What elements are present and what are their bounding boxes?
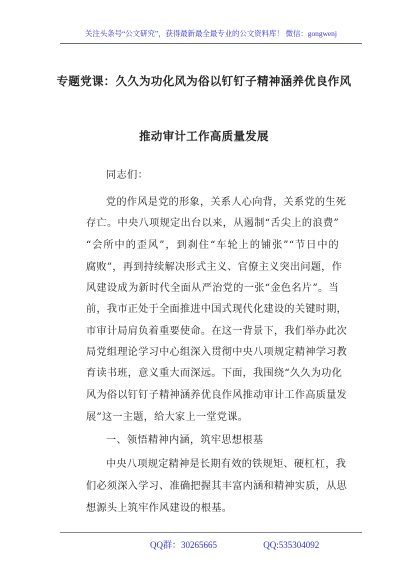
paragraph-line: 党的作风是党的形象，关系人心向背，关系党的生死 (106, 197, 347, 208)
footer-qq-group: QQ群：30265665 (150, 540, 217, 550)
salutation: 同志们： (106, 170, 149, 181)
header-banner: 关注头条号“公文研究”，获得最新最全最专业的公文资料库！ 微信：gongwenj (60, 28, 362, 44)
paragraph-line: 育读书班，意义重大而深远。下面，我围绕“久久为功化 (86, 368, 343, 379)
paragraph-line: 想源头上筑牢作风建设的根基。 (86, 503, 233, 514)
paragraph-line: 中央八项规定精神是长期有效的铁规矩、硬杠杠，我 (106, 459, 347, 470)
document-title-line1: 专题党课：久久为功化风为俗以钉钉子精神涵养优良作风 (56, 74, 352, 88)
paragraph-line: 腐败”，再到持续解决形式主义、官僚主义突出问题，作 (86, 262, 343, 273)
paragraph-line: “会所中的歪风”，到刹住“车轮上的铺张”“节日中的 (86, 240, 339, 251)
paragraph-line: 风建设成为新时代全面从严治党的一张“金色名片”。当 (86, 283, 339, 294)
paragraph-line: 风为俗以钉钉子精神涵养优良作风推动审计工作高质量发 (86, 390, 348, 401)
section-heading-1: 一、领悟精神内涵，筑牢思想根基 (106, 435, 264, 446)
footer-divider (60, 532, 362, 533)
paragraph-line: 市审计局肩负着重要使命。在这一背景下，我们举办此次 (86, 326, 348, 337)
paragraph-line: 展”这一主题，给大家上一堂党课。 (86, 412, 249, 423)
paragraph-line: 们必须深入学习、准确把握其丰富内涵和精神实质，从思 (86, 481, 348, 492)
footer (150, 538, 333, 551)
paragraph-line: 前，我市正处于全面推进中国式现代化建设的关键时期， (86, 304, 348, 315)
paragraph-line: 局党组理论学习中心组深入贯彻中央八项规定精神学习教 (86, 347, 348, 358)
paragraph-line: 存亡。中央八项规定出台以来，从遏制“舌尖上的浪费” (86, 218, 339, 229)
footer-qq: QQ:535304092 (263, 540, 320, 550)
document-title-line2: 推动审计工作高质量发展 (139, 129, 269, 143)
